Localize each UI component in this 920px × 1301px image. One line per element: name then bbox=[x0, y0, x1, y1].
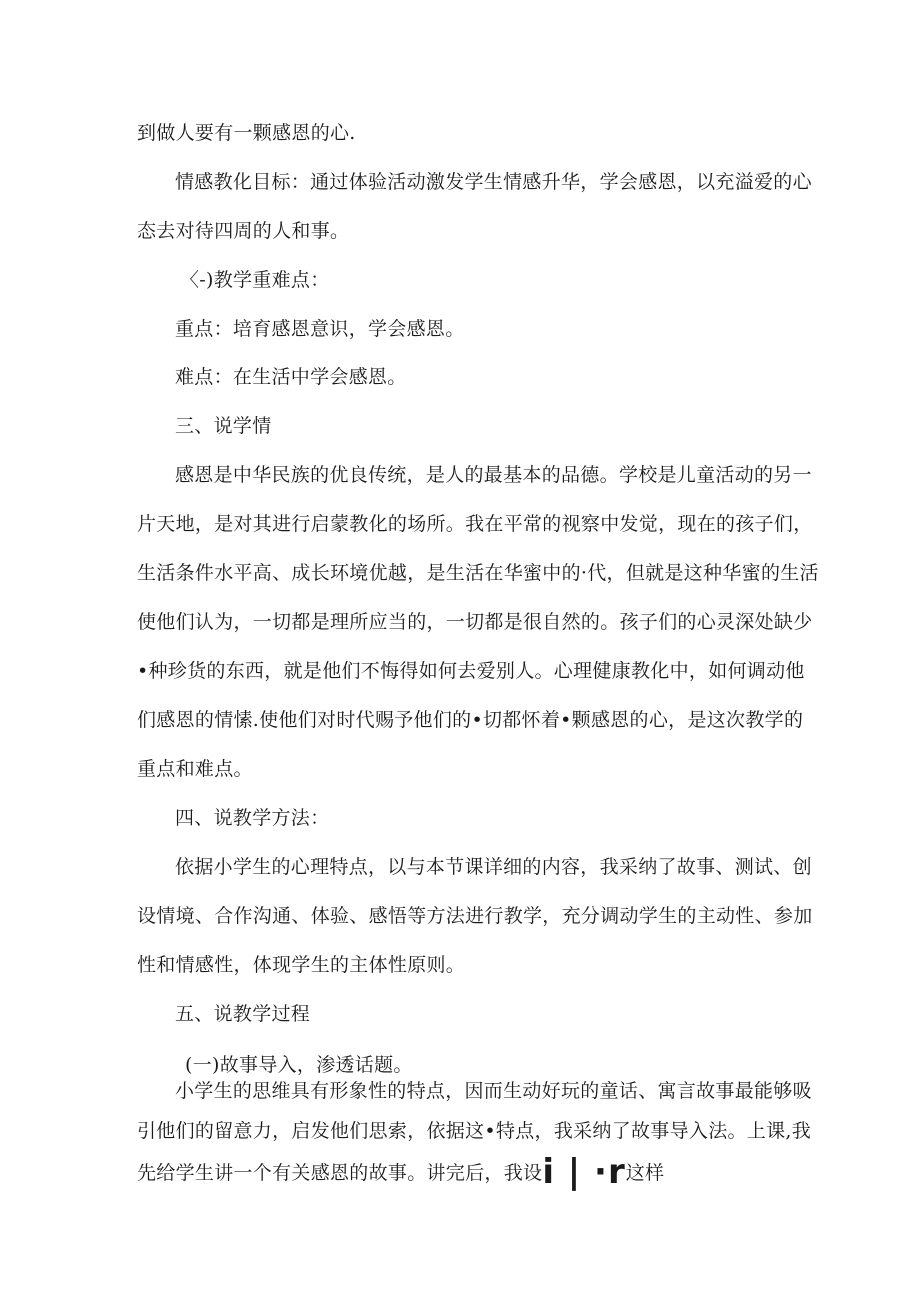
text-line: 依据小学生的心理特点，以与本节课详细的内容，我采纳了故事、测试、创 bbox=[175, 856, 812, 878]
ocr-artifact-characters: i | ·r bbox=[542, 1152, 626, 1192]
text-line: 难点：在生活中学会感恩。 bbox=[175, 366, 407, 388]
text-line: 引他们的留意力，启发他们思索，依据这•特点，我采纳了故事导入法。上课,我 bbox=[137, 1120, 812, 1142]
text-line: 感恩是中华民族的优良传统，是人的最基本的品德。学校是儿童活动的另一 bbox=[175, 464, 812, 486]
text-line: 使他们认为，一切都是理所应当的，一切都是很自然的。孩子们的心灵深处缺少 bbox=[137, 611, 813, 633]
text-line: 情感教化目标：通过体验活动激发学生情感升华，学会感恩，以充溢爱的心 bbox=[175, 171, 812, 193]
text-line: 们感恩的情愫.使他们对时代赐予他们的•切都怀着•颗感恩的心，是这次教学的 bbox=[137, 709, 804, 731]
text-line: 小学生的思维具有形象性的特点，因而生动好玩的童话、寓言故事最能够吸 bbox=[175, 1080, 812, 1102]
text-line: 态去对待四周的人和事。 bbox=[137, 220, 350, 242]
text-line: 重点和难点。 bbox=[137, 758, 253, 780]
text-line: 到做人要有一颗感恩的心. bbox=[137, 122, 356, 144]
text-line: 设情境、合作沟通、体验、感悟等方法进行教学，充分调动学生的主动性、参加 bbox=[137, 905, 813, 927]
section-subheading: 〈-)教学重难点： bbox=[180, 269, 330, 291]
text-line: 生活条件水平高、成长环境优越，是生活在华蜜中的·代，但就是这种华蜜的生活 bbox=[137, 562, 819, 584]
text-line: 重点：培育感恩意识，学会感恩。 bbox=[175, 318, 465, 340]
text-line-last bbox=[137, 1152, 787, 1192]
section-subheading: (一)故事导入，渗透话题。 bbox=[185, 1054, 413, 1076]
section-heading: 三、说学情 bbox=[175, 415, 272, 437]
text-line: 片天地，是对其进行启蒙教化的场所。我在平常的视察中发觉，现在的孩子们， bbox=[137, 513, 813, 535]
last-line-end: 这样 bbox=[625, 1162, 665, 1184]
text-line: 性和情感性，体现学生的主体性原则。 bbox=[137, 954, 466, 976]
section-heading: 四、说教学方法： bbox=[175, 807, 330, 829]
section-heading: 五、说教学过程 bbox=[175, 1003, 311, 1025]
text-line: •种珍货的东西，就是他们不悔得如何去爱别人。心理健康教化中，如何调动他 bbox=[137, 660, 805, 682]
last-line-start: 先给学生讲一个有关感恩的故事。讲完后，我设 bbox=[137, 1162, 543, 1184]
